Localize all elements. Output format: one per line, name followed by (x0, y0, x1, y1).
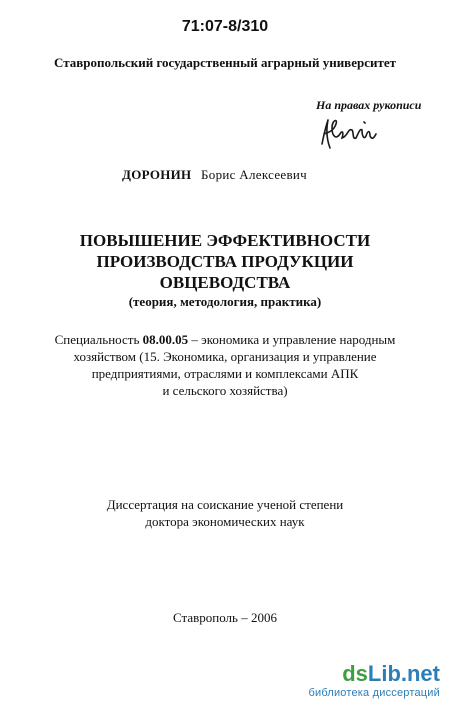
title-line: ПОВЫШЕНИЕ ЭФФЕКТИВНОСТИ (79, 231, 371, 250)
watermark-logo[interactable] (308, 663, 440, 685)
logo-lib: Lib.net (367, 661, 440, 686)
title-line: ОВЦЕВОДСТВА (159, 273, 291, 292)
specialty-line1-rest: – экономика и управление народным (188, 332, 396, 347)
degree-line: доктора экономических наук (145, 514, 305, 529)
specialty-line: хозяйством (15. Экономика, организация и управление (73, 349, 377, 364)
degree-statement (0, 496, 450, 530)
dissertation-title (0, 230, 450, 293)
specialty-code: 08.00.05 (142, 332, 189, 347)
author-given-names: Борис Алексеевич (201, 167, 308, 182)
author (122, 167, 307, 183)
catalog-number: 71:07-8/310 (181, 18, 269, 35)
specialty-prefix: Специальность (54, 332, 143, 347)
university-name: Ставропольский государственный аграрный университет (53, 55, 397, 70)
city-year: Ставрополь – 2006 (173, 610, 277, 625)
rights-note: На правах рукописи (316, 98, 422, 112)
dissertation-subtitle: (теория, методология, практика) (128, 294, 322, 309)
specialty-line: предприятиями, отраслями и комплексами АПК (91, 366, 359, 381)
signature-icon (318, 114, 382, 154)
author-surname: ДОРОНИН (122, 167, 192, 182)
specialty-line: и сельского хозяйства) (162, 383, 288, 398)
logo-ds: ds (342, 661, 368, 686)
specialty (0, 331, 450, 399)
degree-line: Диссертация на соискание ученой степени (106, 497, 344, 512)
title-line: ПРОИЗВОДСТВА ПРОДУКЦИИ (96, 252, 354, 271)
watermark[interactable] (308, 663, 440, 699)
watermark-tagline: библиотека диссертаций (308, 687, 440, 699)
specialty-line (0, 331, 450, 348)
